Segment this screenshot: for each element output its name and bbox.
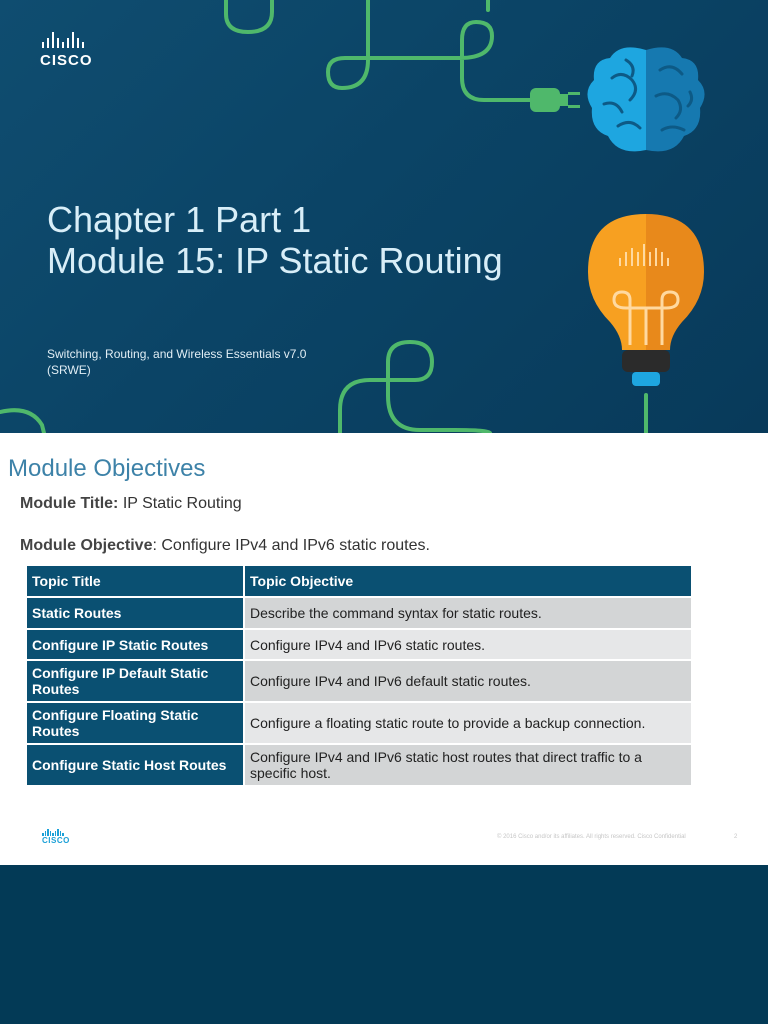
header-topic-title: Topic Title (27, 566, 245, 596)
cisco-logo-icon (40, 32, 110, 72)
title-line-1: Chapter 1 Part 1 (47, 199, 312, 240)
subtitle-line-2: (SRWE) (47, 363, 91, 377)
lightbulb-icon (588, 214, 704, 386)
objectives-slide (0, 433, 768, 865)
topic-objective-cell: Configure IPv4 and IPv6 static routes. (245, 630, 691, 659)
topic-title-cell: Static Routes (27, 598, 245, 628)
topics-table (27, 564, 691, 787)
topic-objective-cell: Configure a floating static route to provide a backup connection. (245, 703, 691, 743)
brain-icon (587, 47, 704, 151)
title-line-2: Module 15: IP Static Routing (47, 240, 503, 281)
footer-cisco-logo-icon (42, 829, 74, 849)
header-topic-objective: Topic Objective (245, 566, 691, 596)
table-row (27, 598, 691, 628)
subtitle-line-1: Switching, Routing, and Wireless Essentials v7.0 (47, 347, 307, 361)
module-title-line (20, 495, 242, 513)
module-title-value: IP Static Routing (118, 495, 242, 512)
module-objective-line (20, 537, 430, 555)
topic-title-cell: Configure Floating Static Routes (27, 703, 245, 743)
module-objective-label: Module Objective (20, 537, 153, 554)
title-slide (0, 0, 768, 433)
topic-objective-cell: Configure IPv4 and IPv6 static host routes that direct traffic to a specific host. (245, 745, 691, 785)
page-number: 2 (734, 834, 738, 840)
table-row (27, 661, 691, 701)
table-row (27, 745, 691, 785)
module-objective-value: : Configure IPv4 and IPv6 static routes. (152, 537, 430, 554)
copyright-text: © 2016 Cisco and/or its affiliates. All rights reserved. Cisco Confidential (497, 834, 686, 840)
subtitle (47, 346, 306, 378)
table-header-row (27, 566, 691, 596)
table-row (27, 630, 691, 659)
topic-title-cell: Configure Static Host Routes (27, 745, 245, 785)
topic-title-cell: Configure IP Default Static Routes (27, 661, 245, 701)
topic-title-cell: Configure IP Static Routes (27, 630, 245, 659)
footer-logo-text: CISCO (42, 836, 70, 845)
plug-icon (530, 88, 580, 112)
topic-objective-cell: Describe the command syntax for static routes. (245, 598, 691, 628)
slide-heading: Module Objectives (8, 455, 206, 482)
topic-objective-cell: Configure IPv4 and IPv6 default static routes. (245, 661, 691, 701)
module-title-label: Module Title: (20, 495, 119, 512)
table-row (27, 703, 691, 743)
logo-text: CISCO (40, 52, 93, 69)
